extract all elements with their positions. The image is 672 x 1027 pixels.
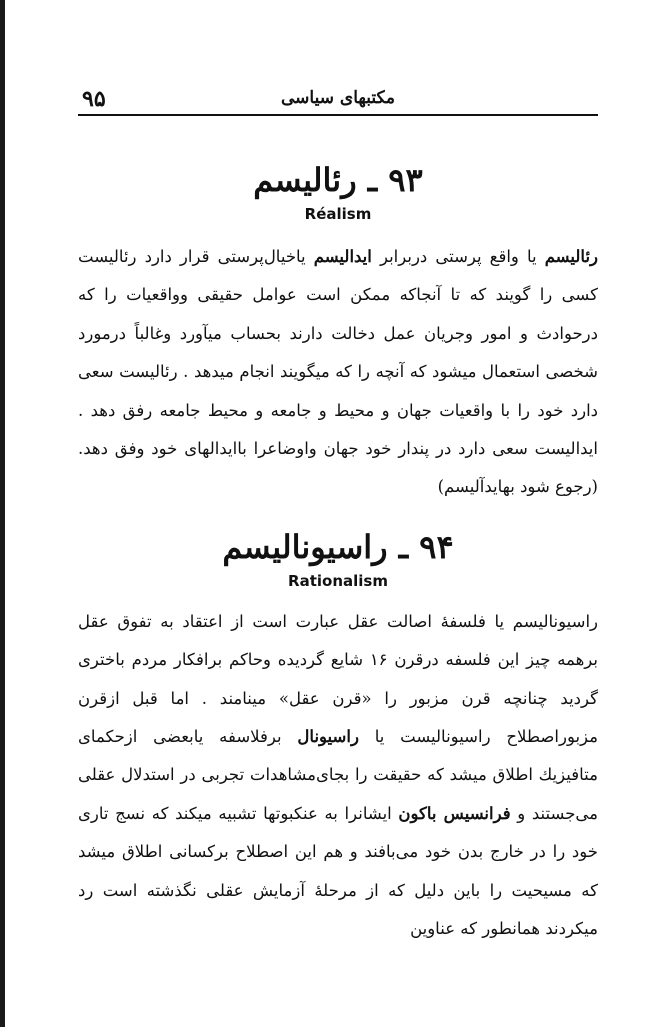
page-edge-border <box>0 0 5 1027</box>
text-run: راسیونالیسم یا فلسفهٔ اصالت عقل عبارت است از اعتقاد به تفوق عقل برهمه چیز این فلسفه درقرن ۱۶ شایع گردیده وحاکم برافکار مردم باختری گردید چنانچه قرن مزبور را «قرن عقل» مینامند . اما قبل ازقرن مزبوراصطلاح راسیونالیست یا <box>78 611 599 747</box>
text-run: ایشانرا به عنکبوتها تشبیه میکند که نسج تاری خود را در خارج بدن خود می‌بافند و هم این اصطلاح برکسانی اطلاق میشد که مسیحیت را باین دلیل که از مرحلهٔ آزمایش عقلی نگذشته است رد میکردند همانطور که عناوین <box>78 803 598 939</box>
text-run: برفلاسفه یابعضی ازحکمای متافیزیك اطلاق میشد که حقیقت را بجای‌مشاهدات تجربی در استدلال عقلی می‌جستند و <box>78 727 599 823</box>
section-heading-realism: ۹۳ ـ رئالیسم <box>253 161 423 199</box>
paragraph <box>78 238 598 507</box>
section-body-rationalism <box>78 603 598 949</box>
book-page <box>78 86 598 949</box>
bold-term: رئالیسم <box>544 247 598 266</box>
bold-term: راسیونال <box>297 727 359 747</box>
section-body-realism <box>78 238 598 507</box>
paragraph <box>78 603 598 949</box>
text-run: یاخیال‌پرستی قرار دارد رئالیست کسی را گویند که تا آنجاکه ممکن است عوامل حقیقی وواقعیات را که درحوادث و امور وجریان عمل دخالت دارند بحساب میآورد وغالباً درمورد شخصی استعمال میشود که آنچه را که میگویند انجام میدهد . رئالیست سعی دارد خود را با واقعیات جهان و محیط و جامعه و محیط جامعه رفق دهد . ایدالیست سعی دارد در پندار خود جهان واوضاعرا باایدالهای خود وفق دهد. (رجوع شود بهایدآلیسم) <box>78 247 598 497</box>
text-run: یا واقع پرستی دربرابر <box>371 247 545 266</box>
bold-term: ایدالیسم <box>313 247 372 266</box>
section-subtitle-rationalism: Rationalism <box>288 571 388 590</box>
page-number: ۹۵ <box>82 86 106 112</box>
section-heading-rationalism: ۹۴ ـ راسیونالیسم <box>222 527 454 566</box>
bold-term: فرانسیس باکون <box>398 803 511 823</box>
section-subtitle-realism: Réalism <box>304 205 372 223</box>
running-header <box>78 86 598 116</box>
running-title: مکتبهای سیاسی <box>281 88 395 108</box>
